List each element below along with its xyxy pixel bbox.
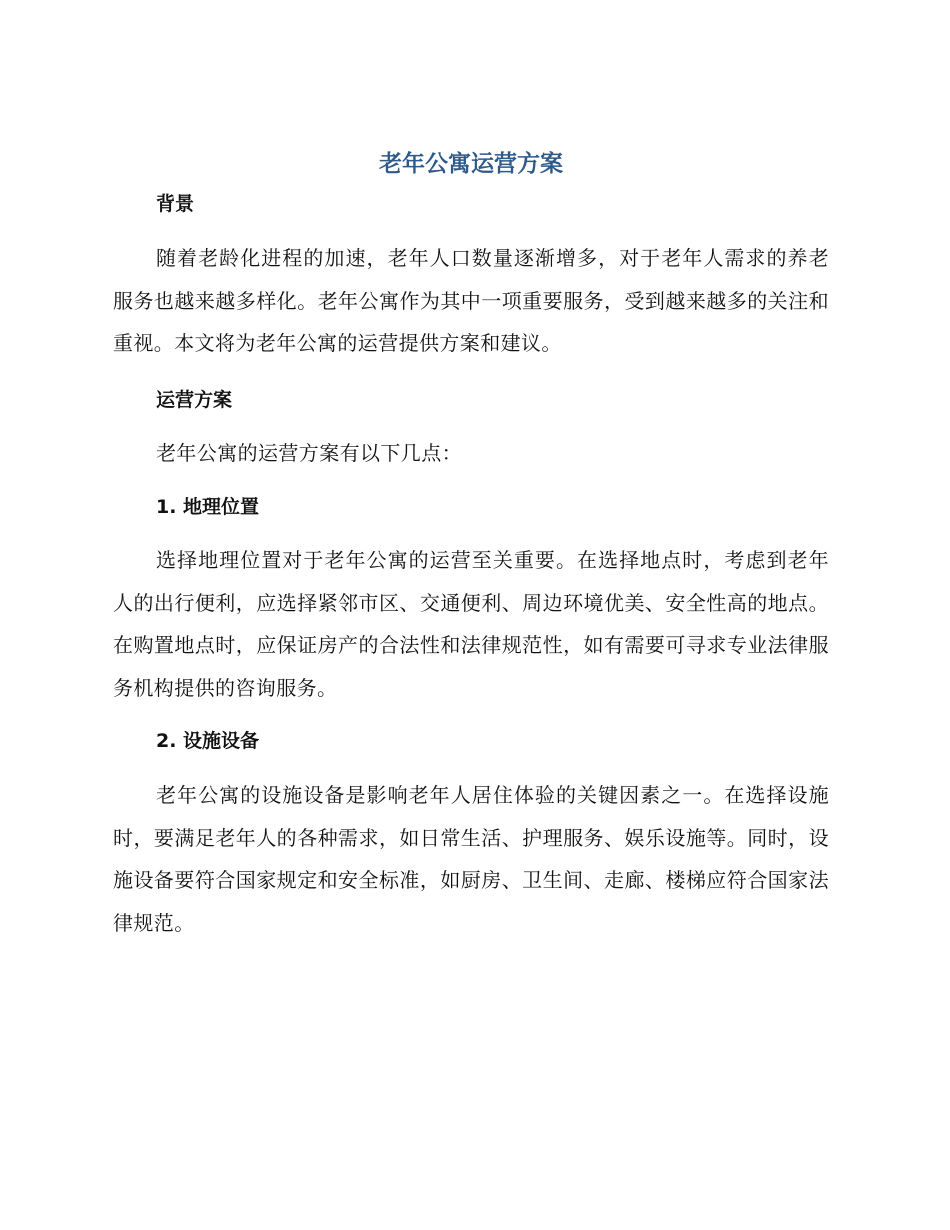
section-paragraph-background: 随着老龄化进程的加速，老年人口数量逐渐增多，对于老年人需求的养老服务也越来越多样化。老年公寓作为其中一项重要服务，受到越来越多的关注和重视。本文将为老年公寓的运营提供方案和建议。 bbox=[113, 246, 829, 355]
section-paragraph-location: 选择地理位置对于老年公寓的运营至关重要。在选择地点时，考虑到老年人的出行便利，应选择紧邻市区、交通便利、周边环境优美、安全性高的地点。在购置地点时，应保证房产的合法性和法律规范性，如有需要可寻求专业法律服务机构提供的咨询服务。 bbox=[113, 548, 829, 700]
section-heading-background: 背景 bbox=[156, 193, 195, 215]
section-heading-operation-plan: 运营方案 bbox=[156, 388, 233, 411]
document-title: 老年公寓运营方案 bbox=[379, 151, 563, 177]
section-heading-facilities: 2. 设施设备 bbox=[156, 730, 260, 752]
section-heading-location: 1. 地理位置 bbox=[156, 496, 260, 518]
section-paragraph-facilities: 老年公寓的设施设备是影响老年人居住体验的关键因素之一。在选择设施时，要满足老年人的各种需求，如日常生活、护理服务、娱乐设施等。同时，设施设备要符合国家规定和安全标准，如厨房、卫生间、走廊、楼梯应符合国家法律规范。 bbox=[113, 783, 829, 935]
section-paragraph-operation-plan: 老年公寓的运营方案有以下几点： bbox=[156, 440, 462, 465]
